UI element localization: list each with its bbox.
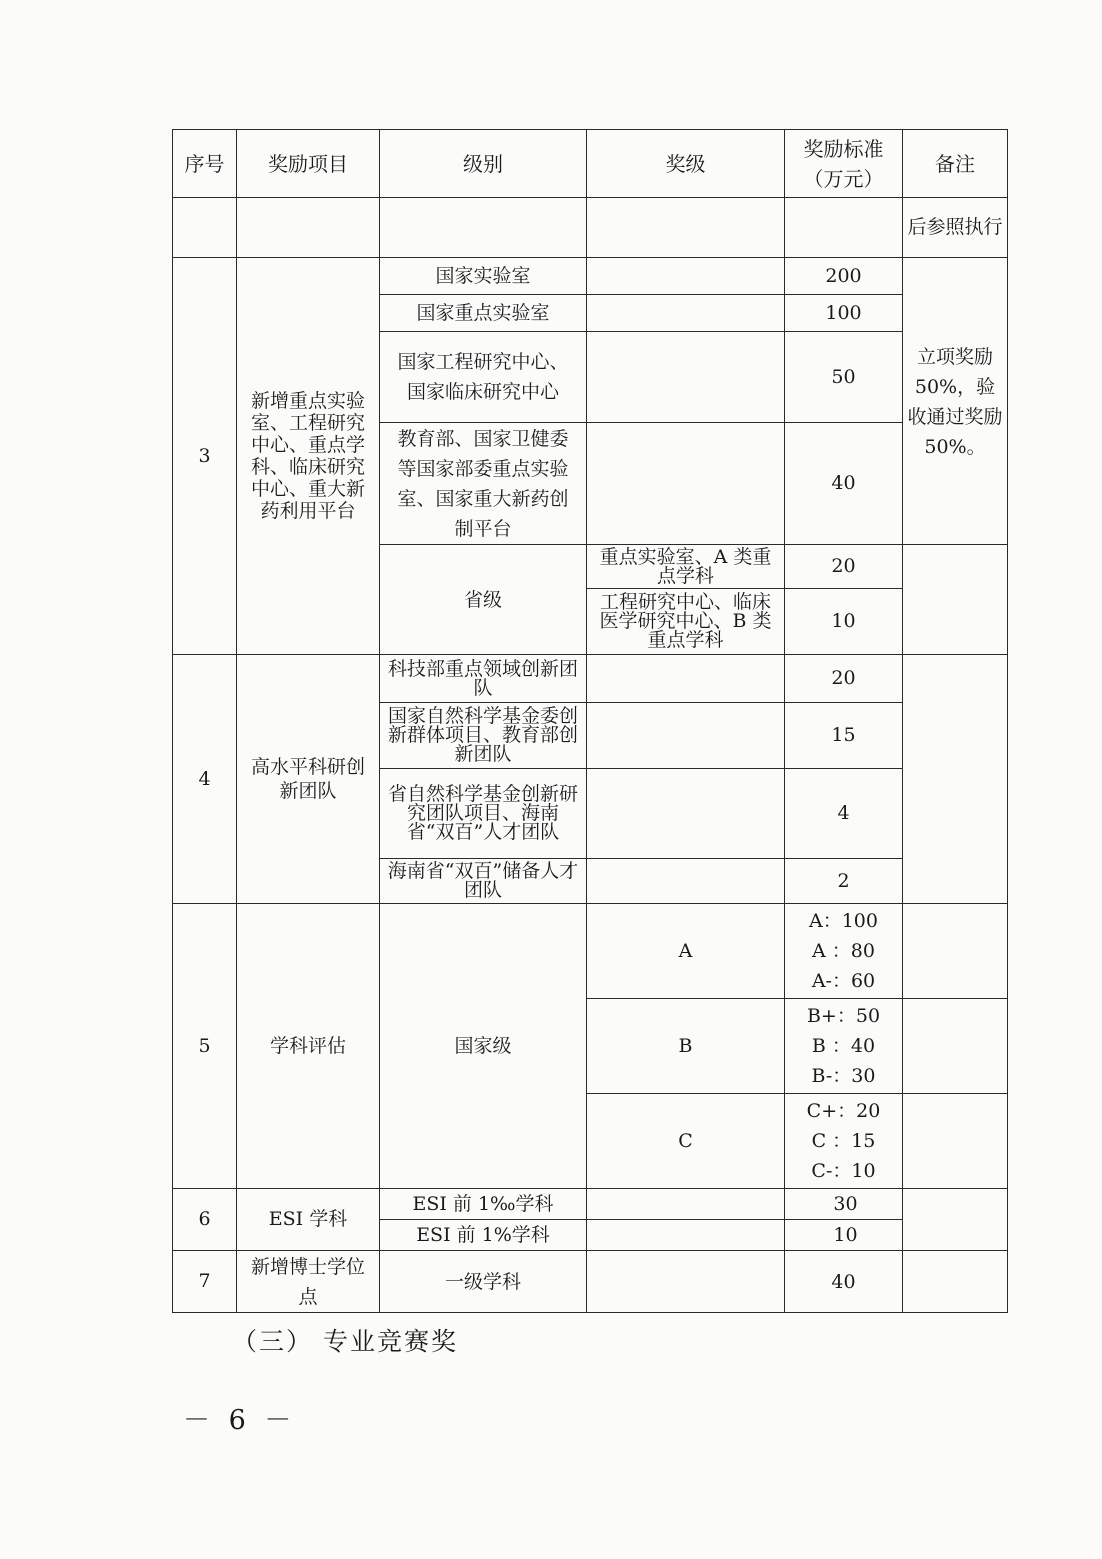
grade-cell: C [587,1094,785,1189]
grade-cell: A [587,904,785,999]
level-cell: 国家实验室 [380,258,587,295]
note-cell: 立项奖励50%，验收通过奖励50%。 [903,258,1008,545]
grade-amount: C-：10 [811,1160,876,1182]
table-row-3 [173,258,1008,295]
item-cell: 学科评估 [237,904,380,1189]
amount-cell: 10 [785,1220,903,1251]
header-level: 级别 [380,130,587,198]
header-item: 奖励项目 [237,130,380,198]
note-cell: 后参照执行 [903,198,1008,258]
table-row-4 [173,655,1008,703]
amount-cell [785,904,903,999]
seq-cell: 3 [173,258,237,655]
level-cell: 海南省“双百”储备人才团队 [380,859,587,904]
header-seq: 序号 [173,130,237,198]
amount-cell: 2 [785,859,903,904]
header-note: 备注 [903,130,1008,198]
grade-amount: A-：60 [811,970,876,992]
grade-cell [587,423,785,545]
level-cell: 科技部重点领域创新团队 [380,655,587,703]
level-cell: ESI 前 1%学科 [380,1220,587,1251]
level-cell: ESI 前 1‰学科 [380,1189,587,1220]
amount-cell: 40 [785,423,903,545]
grade-amount: C+：20 [806,1100,881,1122]
amount-cell: 100 [785,295,903,332]
page-number: － 6 － [183,1405,297,1436]
grade-amount: B+：50 [806,1005,881,1027]
amount-cell [785,1094,903,1189]
item-cell: 新增重点实验室、工程研究中心、重点学科、临床研究中心、重大新药利用平台 [237,258,380,655]
amount-cell: 20 [785,655,903,703]
seq-cell: 7 [173,1251,237,1313]
level-cell: 国家重点实验室 [380,295,587,332]
level-cell: 一级学科 [380,1251,587,1313]
grade-amount: A ：80 [812,940,875,962]
table-row-continued [173,198,1008,258]
grade-cell: 重点实验室、A 类重点学科 [587,545,785,589]
amount-cell: 15 [785,703,903,769]
level-cell: 省级 [380,545,587,655]
grade-cell: 工程研究中心、临床医学研究中心、B 类重点学科 [587,589,785,655]
amount-cell: 200 [785,258,903,295]
level-cell: 国家级 [380,904,587,1189]
amount-cell: 20 [785,545,903,589]
item-cell: 新增博士学位点 [237,1251,380,1313]
amount-cell [785,999,903,1094]
level-cell: 教育部、国家卫健委等国家部委重点实验室、国家重大新药创制平台 [380,423,587,545]
seq-cell: 6 [173,1189,237,1251]
grade-cell [587,258,785,295]
grade-amount: C ：15 [811,1130,876,1152]
grade-cell [587,332,785,423]
table-header-row [173,130,1008,198]
grade-amount: A：100 [809,910,878,932]
grade-cell: B [587,999,785,1094]
amount-cell: 40 [785,1251,903,1313]
seq-cell: 4 [173,655,237,904]
seq-cell: 5 [173,904,237,1189]
header-standard: 奖励标准（万元） [785,130,903,198]
grade-cell [587,295,785,332]
table-row-5 [173,904,1008,999]
grade-amount: B ：40 [811,1035,876,1057]
level-cell: 国家自然科学基金委创新群体项目、教育部创新团队 [380,703,587,769]
item-cell: 高水平科研创新团队 [237,655,380,904]
award-table [172,129,1008,1313]
header-grade: 奖级 [587,130,785,198]
amount-cell: 10 [785,589,903,655]
amount-cell: 4 [785,769,903,859]
amount-cell: 30 [785,1189,903,1220]
grade-amount: B-：30 [811,1065,876,1087]
level-cell: 国家工程研究中心、国家临床研究中心 [380,332,587,423]
level-cell: 省自然科学基金创新研究团队项目、海南省“双百”人才团队 [380,769,587,859]
item-cell: ESI 学科 [237,1189,380,1251]
table-row-7 [173,1251,1008,1313]
section-heading: （三） 专业竞赛奖 [232,1327,458,1356]
table-row-6 [173,1189,1008,1220]
amount-cell: 50 [785,332,903,423]
